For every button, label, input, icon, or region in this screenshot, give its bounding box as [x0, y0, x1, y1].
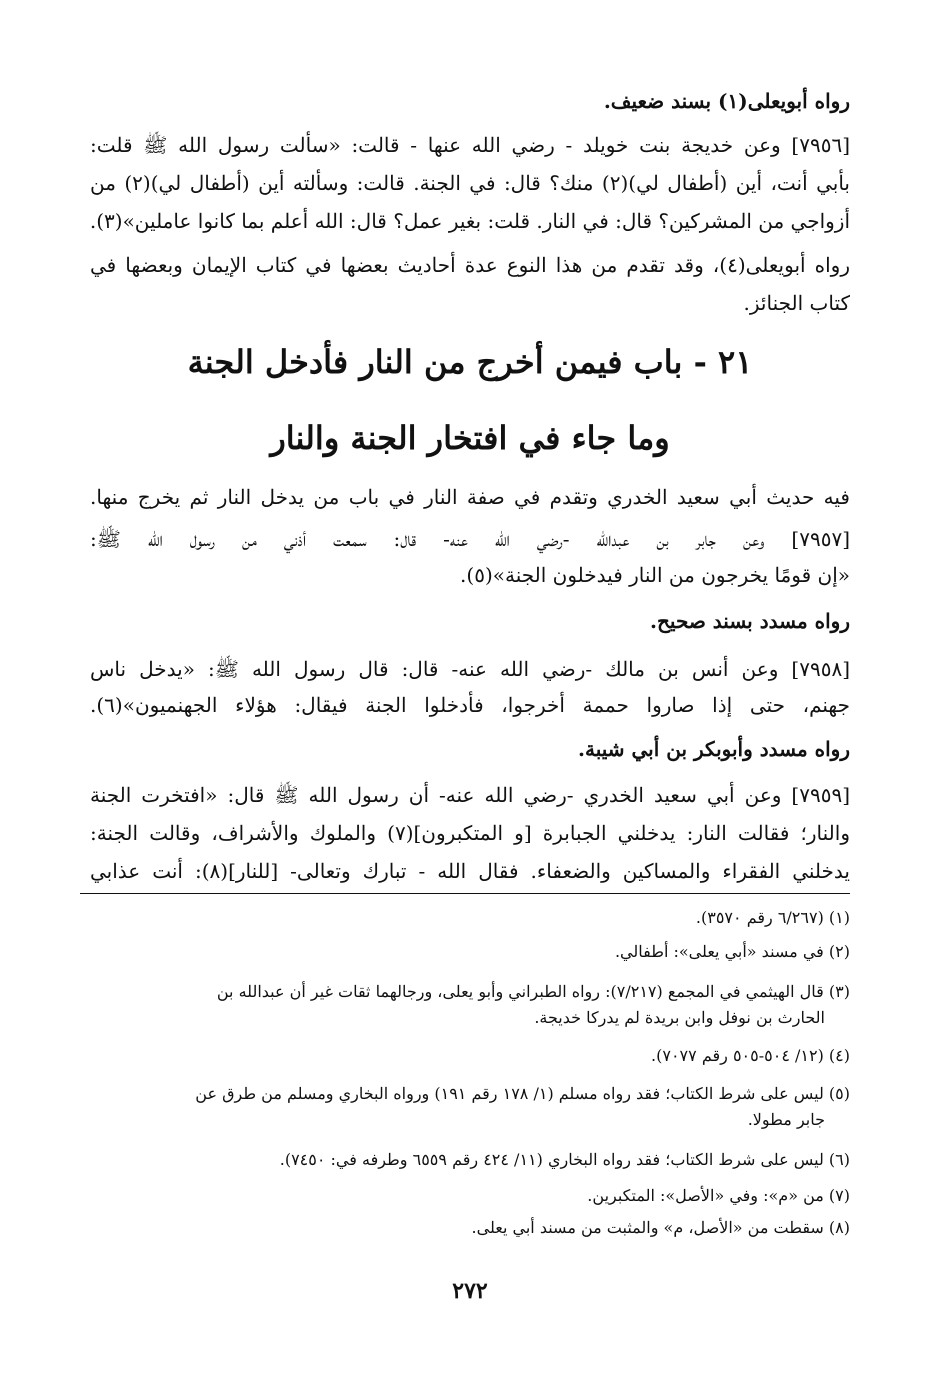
hadith-7956-line: [٧٩٥٦] وعن خديجة بنت خويلد - رضي الله عنها - قالت: «سألت رسول الله ﷺ قلت: — [90, 133, 850, 157]
footnote: (٢) في مسند «أبي يعلى»: أطفالي. — [614, 942, 850, 961]
hadith-7958-line: جهنم، حتى إذا صاروا حممة أخرجوا، فأدخلوا الجنة فيقال: هؤلاء الجهنميون»(٦). — [90, 693, 850, 717]
page-number: ٢٧٢ — [452, 1278, 488, 1304]
narration-line: رواه أبويعلى(١) بسند ضعيف. — [603, 89, 850, 113]
narration-line: رواه مسدد وأبوبكر بن أبي شيبة. — [578, 737, 850, 761]
footnote: (١) (٦/٢٦٧ رقم ٣٥٧٠). — [695, 908, 850, 927]
hadith-7956-line: بأبي أنت، أين (أطفال لي)(٢) منك؟ قال: في الجنة. قالت: وسألته أين (أطفال لي)(٢) من — [90, 171, 850, 195]
footnote-continuation: الحارث بن نوفل وابن بريدة لم يدركا خديجة. — [534, 1008, 825, 1027]
hadith-7959-line: يدخلني الفقراء والمساكين والضعفاء. فقال الله - تبارك وتعالى- [للنار](٨): أنت عذابي — [90, 859, 850, 883]
chapter-title: ٢١ - باب فيمن أخرج من النار فأدخل الجنة — [187, 343, 753, 381]
hadith-7956-line: أزواجي من المشركين؟ قال: في النار. قلت: بغير عمل؟ قال: الله أعلم بما كانوا عاملين»(٣). — [90, 209, 850, 233]
body-line: فيه حديث أبي سعيد الخدري وتقدم في صفة النار في باب من يدخل النار ثم يخرج منها. — [90, 485, 850, 509]
hadith-7958-line: [٧٩٥٨] وعن أنس بن مالك -رضي الله عنه- قال: قال رسول الله ﷺ: «يدخل ناس — [90, 657, 850, 681]
footnote: (٧) من «م»: وفي «الأصل»: المتكبرين. — [587, 1186, 850, 1205]
hadith-7957-line: [٧٩٥٧] وعن جابر بن عبدالله -رضي الله عنه- قال: سمعت أذني من رسول الله ﷺ: — [90, 527, 850, 551]
hadith-7957-line: «إن قومًا يخرجون من النار فيدخلون الجنة»(٥). — [460, 563, 850, 587]
hadith-7959-line: [٧٩٥٩] وعن أبي سعيد الخدري -رضي الله عنه- أن رسول الله ﷺ قال: «افتخرت الجنة — [90, 783, 850, 807]
narration-line: رواه أبويعلى(٤)، وقد تقدم من هذا النوع عدة أحاديث بعضها في كتاب الإيمان وبعضها في — [90, 253, 850, 277]
footnote: (٤) (١٢/ ٥٠٤-٥٠٥ رقم ٧٠٧٧). — [651, 1046, 850, 1065]
narration-line: كتاب الجنائز. — [743, 291, 850, 315]
footnote: (٦) ليس على شرط الكتاب؛ فقد رواه البخاري (١١/ ٤٢٤ رقم ٦٥٥٩ وطرفه في: ٧٤٥٠). — [279, 1150, 850, 1169]
footnote: (٨) سقطت من «الأصل، م» والمثبت من مسند أبي يعلى. — [471, 1218, 850, 1237]
chapter-subtitle: وما جاء في افتخار الجنة والنار — [270, 419, 670, 457]
hadith-7959-line: والنار؛ فقالت النار: يدخلني الجبابرة [و المتكبرون](٧) والملوك والأشراف، وقالت الجنة: — [90, 821, 850, 845]
narration-line: رواه مسدد بسند صحيح. — [650, 609, 850, 633]
footnote: (٣) قال الهيثمي في المجمع (٧/٢١٧): رواه الطبراني وأبو يعلى، ورجالهما ثقات غير أن عبدالله بن — [216, 982, 850, 1001]
footnote: (٥) ليس على شرط الكتاب؛ فقد رواه مسلم (١/ ١٧٨ رقم ١٩١) ورواه البخاري ومسلم من طرق عن — [195, 1084, 850, 1103]
footnote-continuation: جابر مطولا. — [747, 1110, 825, 1129]
footnote-separator — [80, 893, 850, 894]
